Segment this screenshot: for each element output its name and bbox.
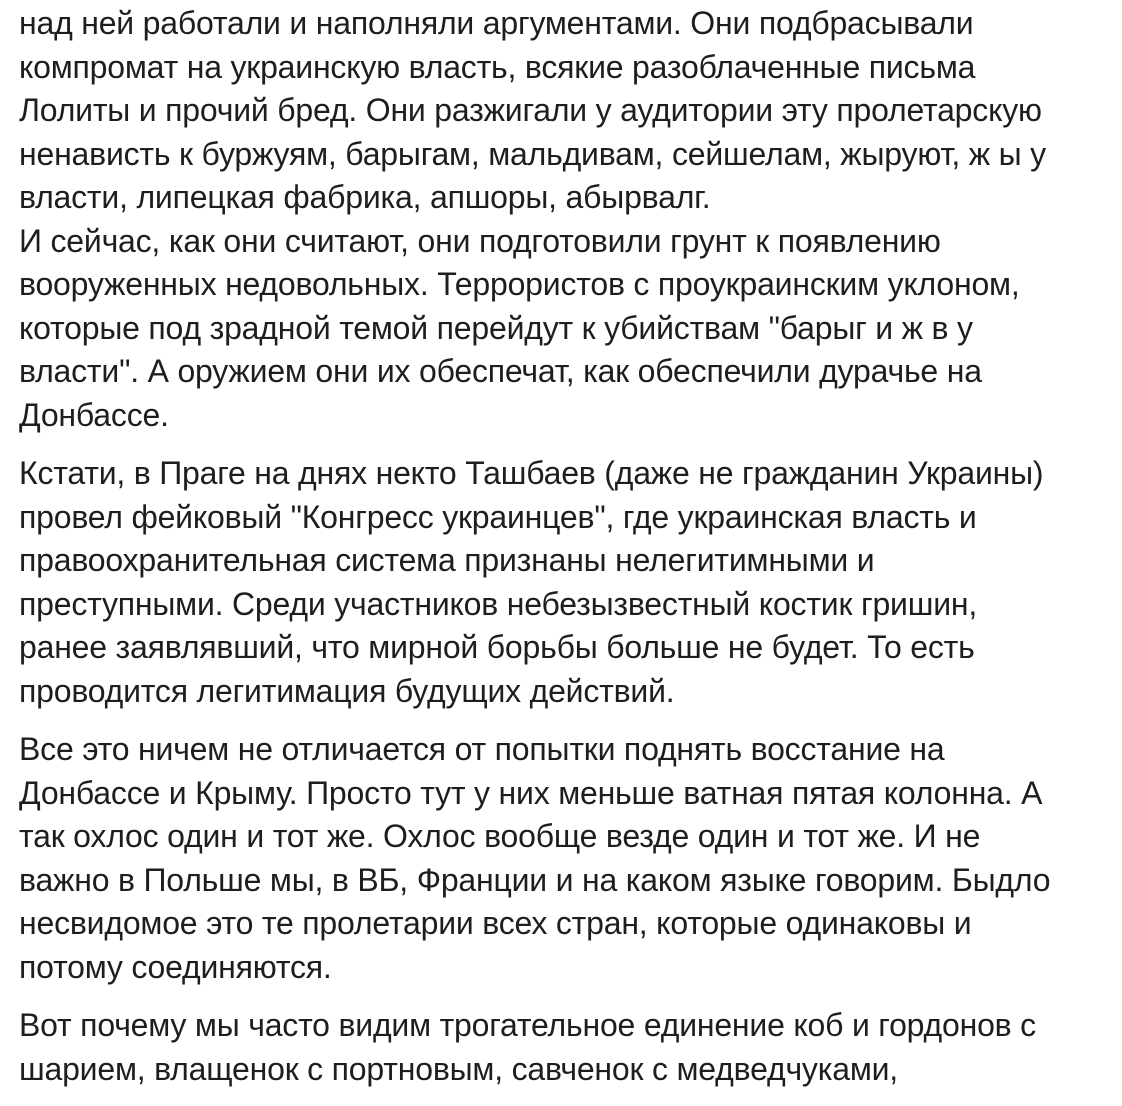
text-line: над ней работали и наполняли аргументами. Они подбрасывали	[19, 5, 974, 41]
paragraph-3	[19, 728, 1100, 989]
text-line: ненависть к буржуям, барыгам, мальдивам, сейшелам, жыруют, ж ы у	[19, 135, 1046, 172]
text-line: власти, липецкая фабрика, апшоры, абырвалг.	[19, 179, 711, 215]
text-line: компромат на украинскую власть, всякие разоблаченные письма	[19, 48, 976, 85]
text-line: Кстати, в Праге на днях некто Ташбаев (даже не гражданин Украины)	[19, 455, 1044, 491]
text-line: Вот почему мы часто видим трогательное единение коб и гордонов с	[19, 1007, 1036, 1043]
text-line: И сейчас, как они считают, они подготовили грунт к появлению	[19, 222, 941, 259]
text-line: провел фейковый "Конгресс украинцев", где украинская власть и	[19, 498, 977, 535]
text-line: вооруженных недовольных. Террористов с проукраинским уклоном,	[19, 266, 1020, 302]
text-line: проводится легитимация будущих действий.	[19, 672, 675, 709]
text-line: ранее заявлявший, что мирной борьбы больше не будет. То есть	[19, 629, 975, 665]
text-line: несвидомое это те пролетарии всех стран, которые одинаковы и	[19, 905, 972, 941]
text-line: правоохранительная система признаны нелегитимными и	[19, 542, 875, 578]
text-line: Донбассе.	[19, 396, 169, 433]
paragraph-4	[19, 1004, 1100, 1091]
text-line: Все это ничем не отличается от попытки поднять восстание на	[19, 731, 945, 767]
text-line: власти". А оружием они их обеспечат, как обеспечили дурачье на	[19, 353, 982, 389]
text-line: шарием, влащенок с портновым, савченок с медведчуками,	[19, 1050, 898, 1087]
paragraph-1	[19, 2, 1100, 437]
text-line: потому соединяются.	[19, 948, 332, 985]
text-line: Донбассе и Крыму. Просто тут у них меньше ватная пятая колонна. А	[19, 774, 1043, 811]
paragraph-2	[19, 452, 1100, 713]
text-line: преступными. Среди участников небезызвестный костик гришин,	[19, 585, 978, 622]
text-line: так охлос один и тот же. Охлос вообще везде один и тот же. И не	[19, 818, 981, 854]
text-line: важно в Польше мы, в ВБ, Франции и на каком языке говорим. Быдло	[19, 861, 1051, 898]
text-line: Лолиты и прочий бред. Они разжигали у аудитории эту пролетарскую	[19, 92, 1042, 128]
text-line: которые под зрадной темой перейдут к убийствам "барыг и ж в у	[19, 309, 973, 346]
